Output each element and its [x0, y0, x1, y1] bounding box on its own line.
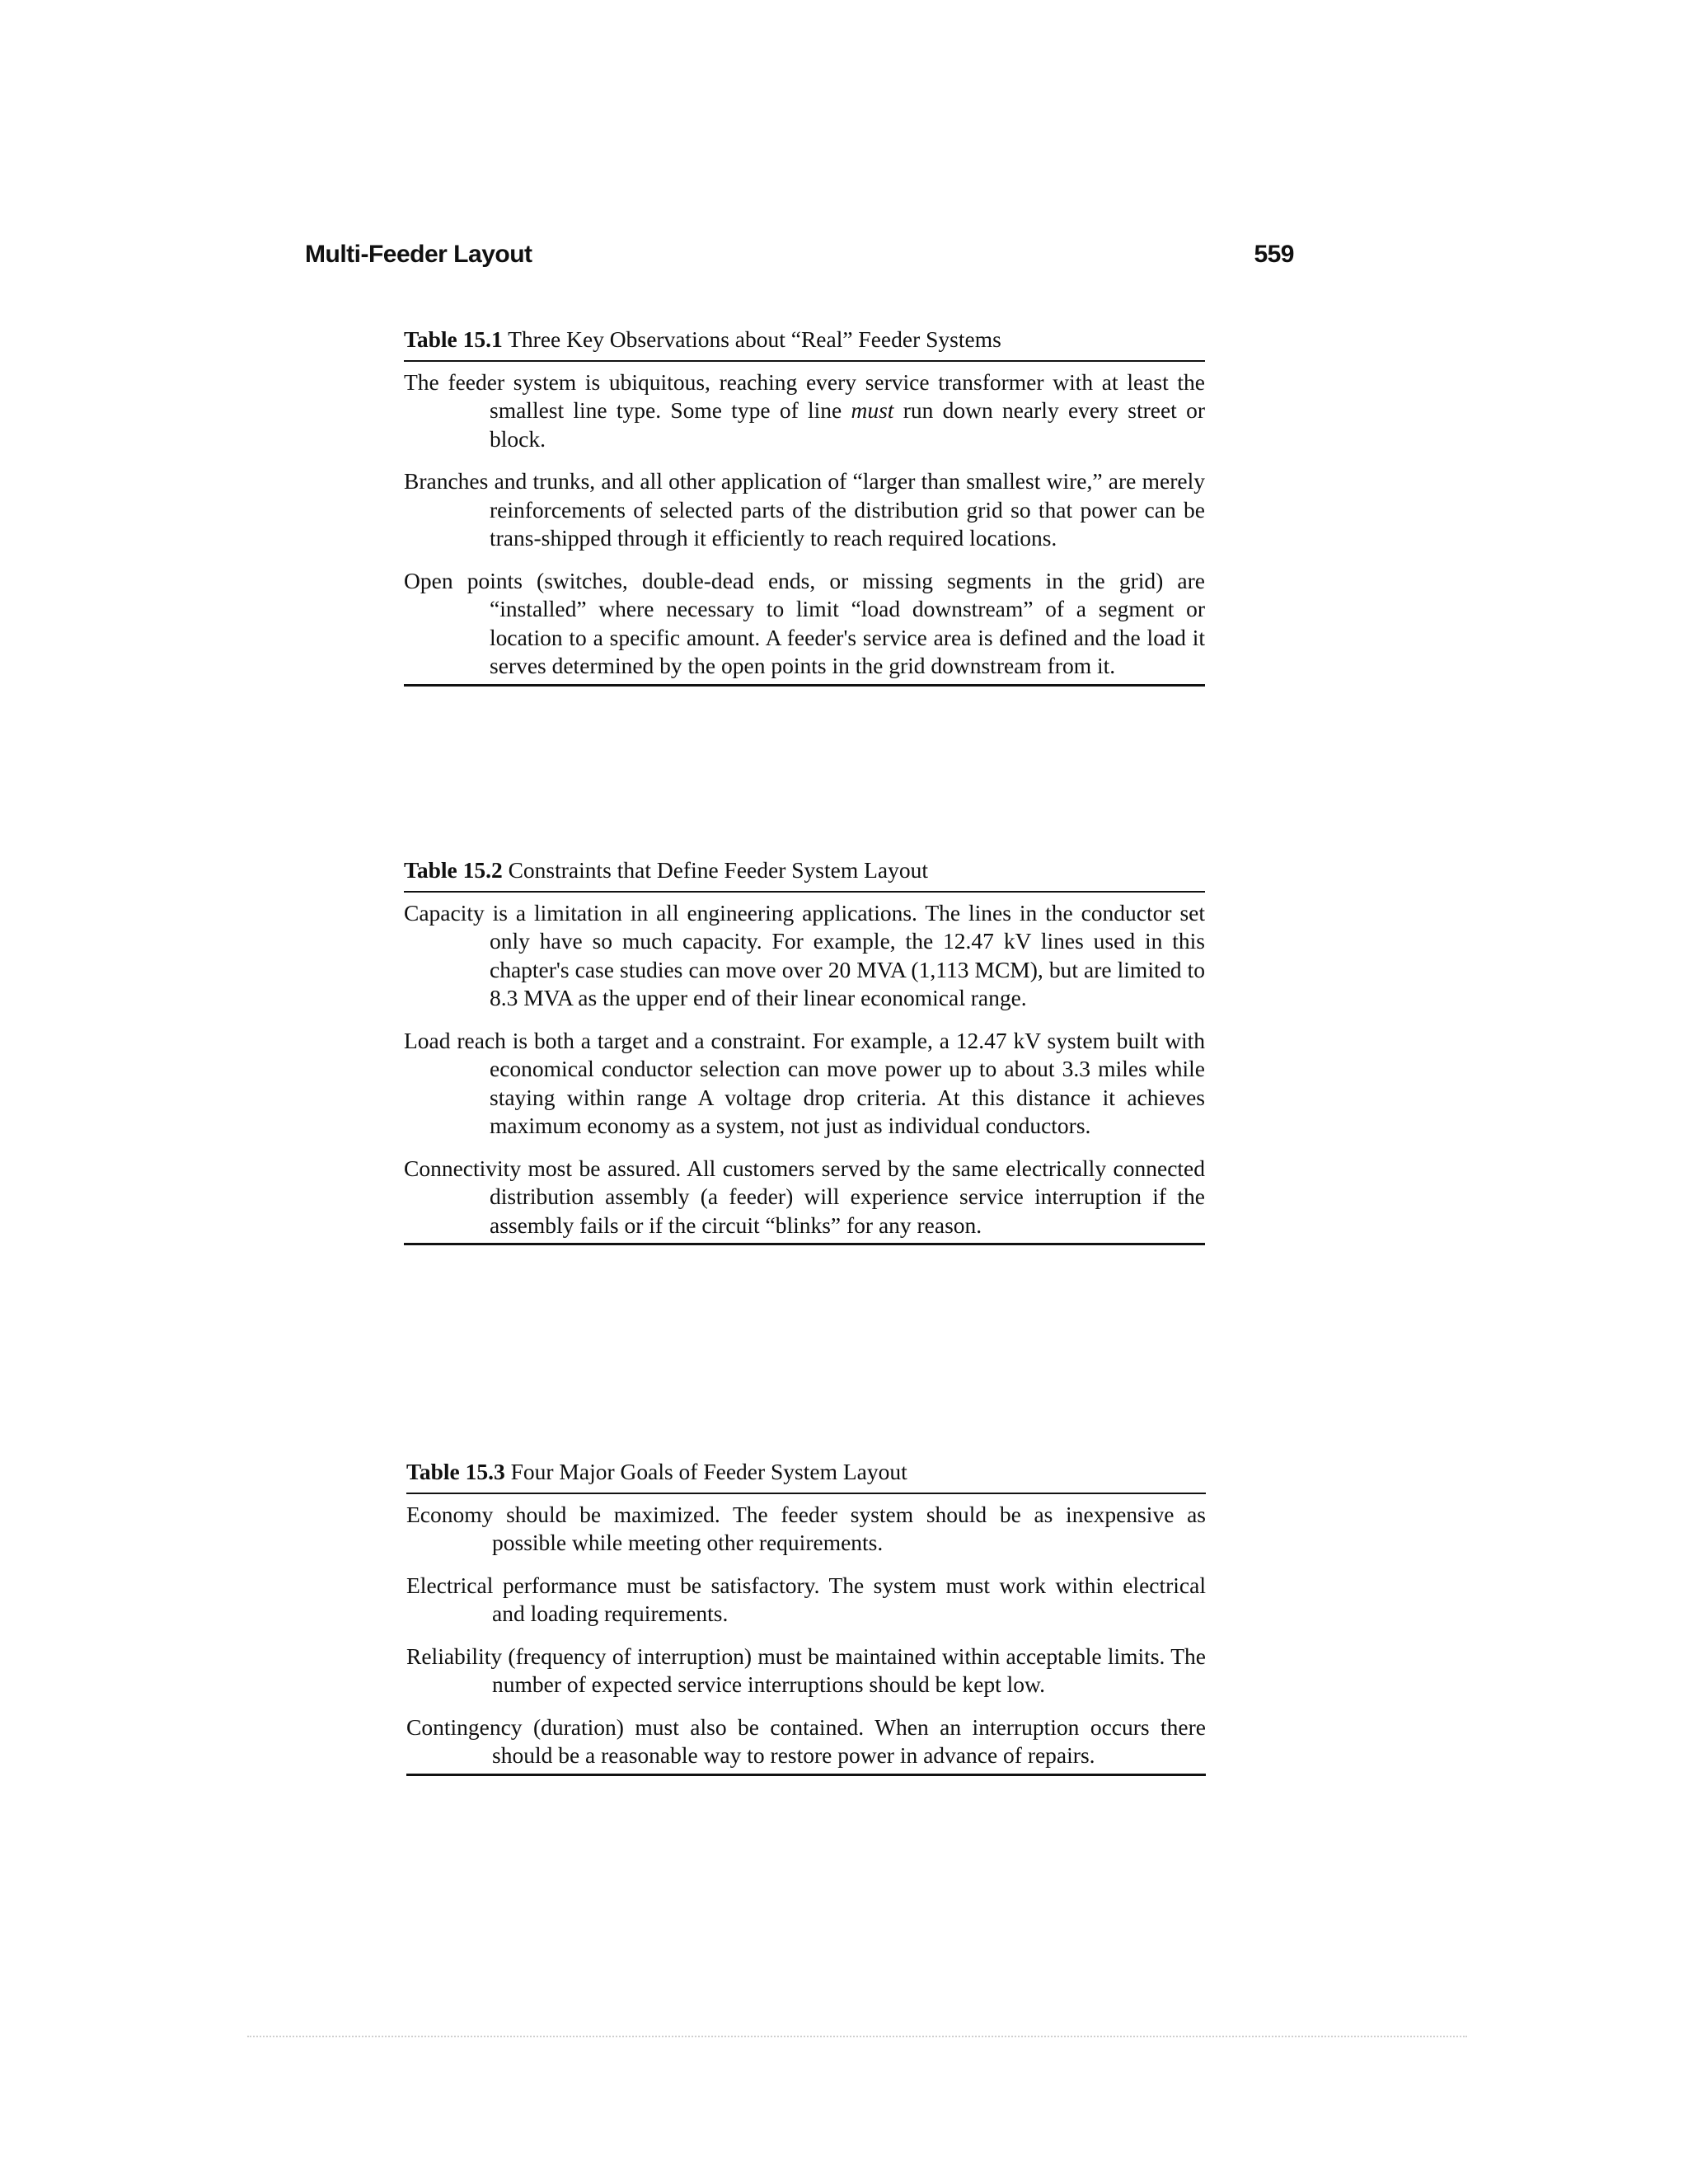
table-entry — [406, 1643, 1206, 1699]
table-entry — [404, 467, 1205, 553]
entry-text: Load reach is both a target and a constraint. For example, a 12.47 kV system built with economical conductor selection can move power up to about 3.3 miles while staying within range A voltage drop criteria. At this distance it achieves maximum economy as a system, not just as individual conductors. — [404, 1027, 1205, 1138]
scan-artifact-divider — [247, 2036, 1467, 2041]
entry-text: Branches and trunks, and all other application of “larger than smallest wire,” are merely reinforcements of selected parts of the distribution grid so that power can be trans-shipped through it efficiently to reach required locations. — [404, 468, 1205, 551]
table-label: Table 15.1 — [404, 326, 503, 352]
table-entries — [406, 1494, 1206, 1776]
entry-text: Electrical performance must be satisfactory. The system must work within electrical and loading requirements. — [406, 1572, 1206, 1626]
entry-text: Reliability (frequency of interruption) must be maintained within acceptable limits. The number of expected service interruptions should be kept low. — [406, 1643, 1206, 1697]
table-title: Constraints that Define Feeder System Layout — [508, 857, 929, 883]
table-entry — [404, 567, 1205, 681]
table-label: Table 15.2 — [404, 857, 503, 883]
entry-text: Connectivity most be assured. All customers served by the same electrically connected distribution assembly (a feeder) will experience service interruption if the assembly fails or if the circuit “blinks” for any reason. — [404, 1155, 1205, 1238]
entry-text: Open points (switches, double-dead ends, or missing segments in the grid) are “installed” where necessary to limit “load downstream” of a segment or location to a specific amount. A feeder's service area is defined and the load it serves determined by the open points in the grid downstream from it. — [404, 567, 1205, 678]
table-15-2 — [404, 856, 1205, 1245]
page-title: Multi-Feeder Layout — [305, 241, 532, 268]
entry-text: The feeder system is ubiquitous, reaching every service transformer with at least the smallest line type. Some type of line — [404, 368, 1205, 423]
table-caption — [404, 856, 1205, 893]
table-entry — [406, 1501, 1206, 1558]
table-title: Four Major Goals of Feeder System Layout — [510, 1459, 907, 1484]
table-15-3 — [406, 1458, 1206, 1776]
table-title: Three Key Observations about “Real” Feeder Systems — [508, 326, 1001, 352]
table-label: Table 15.3 — [406, 1459, 505, 1484]
table-entry — [406, 1713, 1206, 1770]
table-entry — [404, 368, 1205, 454]
page-number: 559 — [1254, 241, 1294, 268]
entry-text: Capacity is a limitation in all engineering applications. The lines in the conductor set only have so much capacity. For example, the 12.47 kV lines used in this chapter's case studies can move over 20 MVA (1,113 MCM), but are limited to 8.3 MVA as the upper end of their linear economical range. — [404, 899, 1205, 1010]
table-15-1 — [404, 326, 1205, 687]
table-entries — [404, 893, 1205, 1246]
table-entry — [404, 1027, 1205, 1141]
entry-text-continued: run down nearly every street or block. — [490, 397, 1205, 452]
table-entry — [404, 899, 1205, 1013]
table-entry — [406, 1572, 1206, 1629]
table-entries — [404, 362, 1205, 687]
table-caption — [406, 1458, 1206, 1494]
running-head — [305, 241, 1294, 274]
entry-text: Economy should be maximized. The feeder system should be as inexpensive as possible while meeting other requirements. — [406, 1501, 1206, 1555]
table-entry — [404, 1155, 1205, 1240]
entry-text: Contingency (duration) must also be contained. When an interruption occurs there should be a reasonable way to restore power in advance of repairs. — [406, 1713, 1206, 1768]
table-caption — [404, 326, 1205, 362]
entry-emphasis: must — [851, 397, 894, 423]
